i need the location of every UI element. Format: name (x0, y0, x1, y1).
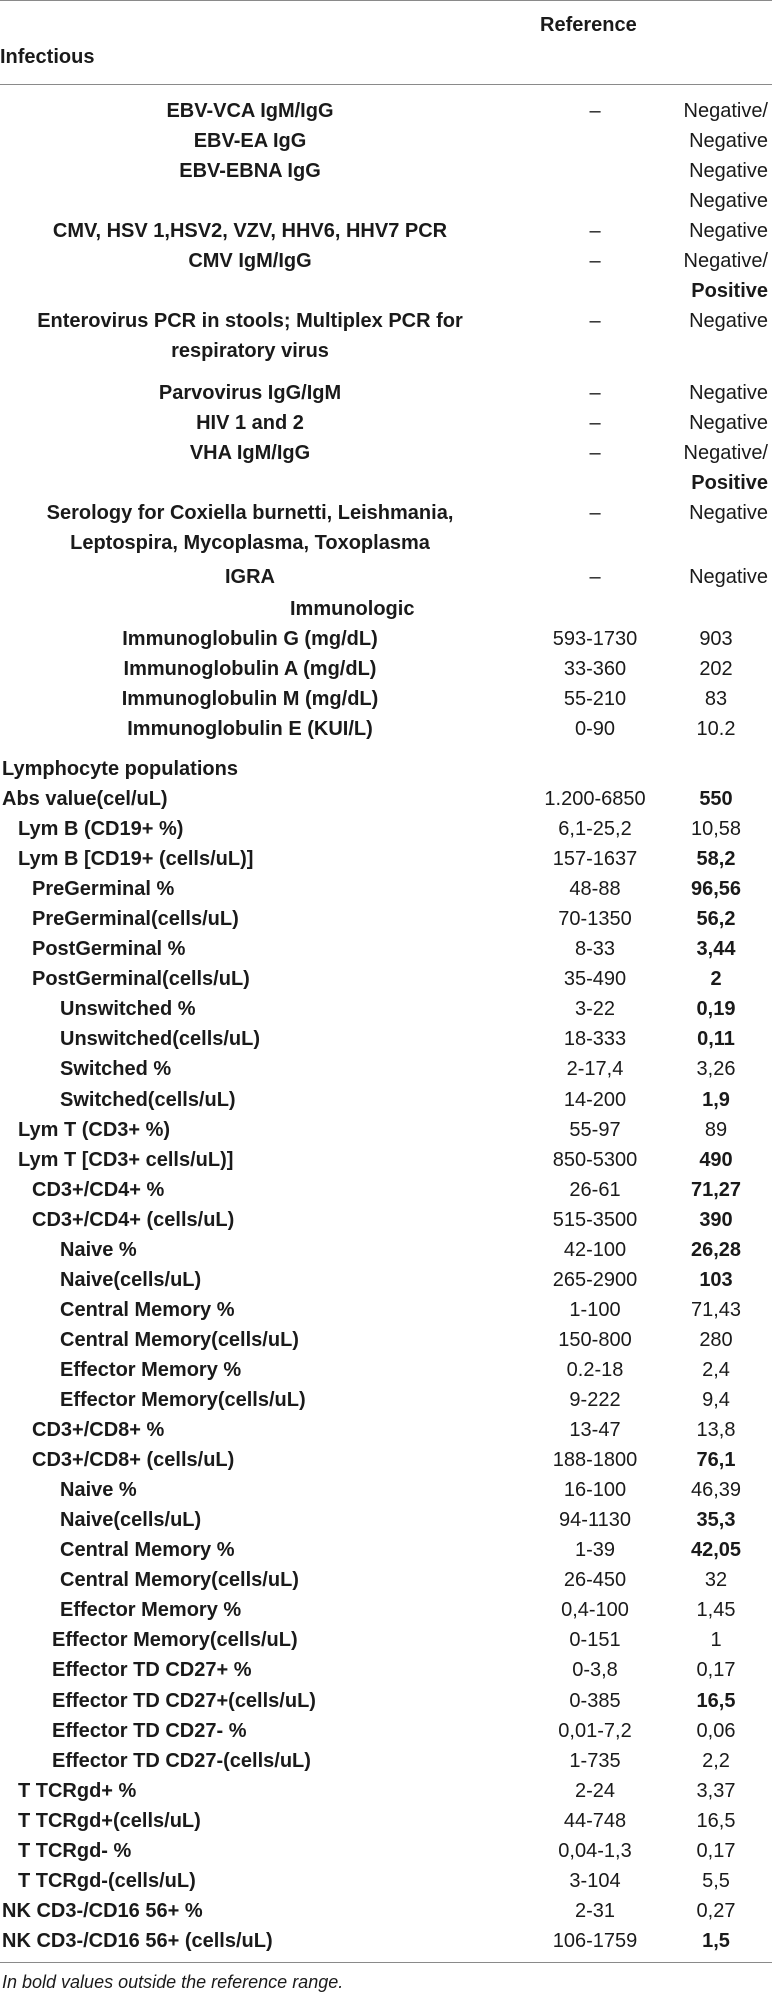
lymphocyte-reference: 188-1800 (552, 1449, 638, 1472)
lymphocyte-value: 58,2 (696, 848, 736, 871)
infectious-label: Serology for Coxiella burnetti, Leishmania, (46, 502, 454, 524)
lymphocyte-label: Effector Memory(cells/uL) (60, 1389, 306, 1411)
lymphocyte-reference: 16-100 (563, 1479, 627, 1502)
lymphocyte-value: 10,58 (690, 818, 742, 841)
lymphocyte-value: 71,27 (690, 1178, 742, 1201)
lymphocyte-reference: 18-333 (563, 1028, 627, 1051)
lymphocyte-label: Effector TD CD27-(cells/uL) (52, 1749, 311, 1772)
lymphocyte-value: 490 (699, 1148, 733, 1171)
lymphocyte-reference: 0,4-100 (561, 1599, 629, 1622)
lymphocyte-label: Effector TD CD27- % (52, 1719, 247, 1742)
infectious-label: Parvovirus IgG/IgM (158, 382, 342, 404)
infectious-reference: – (589, 412, 601, 434)
lymphocyte-value: 46,39 (690, 1479, 742, 1502)
lymphocyte-label: Effector Memory(cells/uL) (52, 1629, 298, 1652)
lymphocyte-value: 2,2 (702, 1749, 730, 1772)
lymphocyte-label: NK CD3-/CD16 56+ % (2, 1899, 203, 1922)
lymphocyte-reference: 150-800 (558, 1328, 632, 1351)
lymphocyte-reference: 2-17,4 (566, 1058, 624, 1081)
immunologic-reference: 33-360 (563, 658, 627, 680)
infectious-value: Negative/ (683, 442, 768, 464)
lymphocyte-reference: 2-31 (574, 1899, 616, 1922)
lymphocyte-label: NK CD3-/CD16 56+ (cells/uL) (2, 1929, 273, 1952)
lymphocyte-reference: 515-3500 (552, 1208, 638, 1231)
lymphocyte-reference: 70-1350 (558, 908, 632, 931)
lymphocyte-value: 32 (704, 1569, 728, 1592)
infectious-label: EBV-VCA IgM/IgG (166, 100, 334, 122)
lymphocyte-value: 13,8 (696, 1419, 736, 1442)
lymphocyte-label: Central Memory(cells/uL) (60, 1328, 299, 1351)
immunologic-label: Immunoglobulin E (KUI/L) (127, 718, 373, 740)
lymphocyte-label: Naive % (60, 1479, 137, 1502)
infectious-label: respiratory virus (171, 340, 329, 362)
lymphocyte-reference: 0-3,8 (572, 1659, 618, 1682)
lymphocyte-reference: 106-1759 (552, 1929, 638, 1952)
infectious-value: Negative (689, 220, 768, 242)
infectious-label: EBV-EBNA IgG (179, 160, 321, 182)
lymphocyte-label: Effector Memory % (60, 1599, 242, 1622)
footnote: In bold values outside the reference range. (2, 1972, 344, 1992)
infectious-value: Negative (689, 566, 768, 588)
lymphocyte-label: Switched(cells/uL) (60, 1088, 236, 1111)
lymphocyte-value: 42,05 (690, 1539, 742, 1562)
lymphocyte-value: 0,17 (696, 1839, 736, 1862)
lymphocyte-value: 280 (699, 1328, 733, 1351)
lymphocyte-reference: 1-39 (574, 1539, 616, 1562)
header-infectious: Infectious (0, 46, 95, 68)
lymphocyte-value: 2 (710, 968, 722, 991)
lymphocyte-reference: 0,01-7,2 (558, 1719, 632, 1742)
infectious-value: Negative (689, 310, 768, 332)
infectious-label: IGRA (225, 566, 275, 588)
lymphocyte-label: Central Memory % (60, 1539, 235, 1562)
lymphocyte-value: 9,4 (702, 1389, 730, 1411)
infectious-reference: – (589, 310, 601, 332)
lymphocyte-value: 56,2 (696, 908, 736, 931)
lymphocyte-label: Naive(cells/uL) (60, 1509, 202, 1532)
infectious-reference: – (589, 382, 601, 404)
lymphocyte-label: Effector TD CD27+(cells/uL) (52, 1689, 316, 1712)
immunologic-label: Immunoglobulin G (mg/dL) (122, 628, 378, 650)
lymphocyte-value: 1,45 (696, 1599, 736, 1622)
immunologic-value: 10.2 (696, 718, 736, 740)
lymphocyte-label: PostGerminal % (32, 938, 186, 961)
lymphocyte-label: Lym B (CD19+ %) (18, 818, 184, 841)
lymphocyte-value: 550 (699, 788, 733, 810)
lymphocyte-label: Unswitched % (60, 998, 196, 1021)
immunologic-value: 903 (699, 628, 733, 650)
lymphocyte-label: Lym B [CD19+ (cells/uL)] (18, 848, 254, 871)
lymphocyte-reference: 48-88 (569, 878, 621, 901)
infectious-reference: – (589, 566, 601, 588)
lymphocyte-reference: 3-22 (574, 998, 616, 1021)
lymphocyte-reference: 6,1-25,2 (558, 818, 632, 841)
lymphocyte-label: Naive % (60, 1238, 137, 1261)
lymphocyte-label: CD3+/CD4+ % (32, 1178, 165, 1201)
lymphocyte-value: 35,3 (696, 1509, 736, 1532)
lymphocyte-reference: 3-104 (569, 1869, 621, 1892)
lymphocyte-label: Effector Memory % (60, 1358, 242, 1381)
lymphocyte-label: T TCRgd+(cells/uL) (18, 1809, 201, 1832)
lymphocyte-value: 3,37 (696, 1779, 736, 1802)
infectious-value: Negative/ (683, 100, 768, 122)
immunologic-value: 202 (699, 658, 733, 680)
lymphocyte-reference: 44-748 (563, 1809, 627, 1832)
infectious-reference: – (589, 220, 601, 242)
infectious-value: Negative (689, 190, 768, 212)
lymphocyte-reference: 265-2900 (552, 1268, 638, 1291)
lymphocyte-value: 96,56 (690, 878, 742, 901)
lymphocyte-label: T TCRgd-(cells/uL) (18, 1869, 196, 1892)
lymphocyte-reference: 35-490 (563, 968, 627, 991)
lymphocyte-value: 89 (704, 1118, 728, 1141)
infectious-value: Negative (689, 382, 768, 404)
lymphocyte-reference: 850-5300 (552, 1148, 638, 1171)
lymphocyte-label: PostGerminal(cells/uL) (32, 968, 250, 991)
lymphocyte-reference: 14-200 (563, 1088, 627, 1111)
lymphocyte-reference: 26-450 (563, 1569, 627, 1592)
lymphocyte-label: Unswitched(cells/uL) (60, 1028, 261, 1051)
lymphocyte-value: 1,5 (702, 1929, 730, 1952)
infectious-value: Positive (691, 472, 768, 494)
lymphocyte-label: PreGerminal(cells/uL) (32, 908, 239, 931)
lymphocyte-label: Effector TD CD27+ % (52, 1659, 252, 1682)
lymphocyte-reference: 1.200-6850 (544, 788, 646, 810)
lymphocyte-reference: 9-222 (569, 1389, 621, 1411)
lymphocyte-value: 0,11 (697, 1028, 735, 1051)
lymphocyte-label: CD3+/CD8+ % (32, 1419, 165, 1442)
lymphocyte-label: CD3+/CD8+ (cells/uL) (32, 1449, 235, 1472)
lymphocyte-value: 2,4 (702, 1358, 730, 1381)
lymphocyte-reference: 42-100 (563, 1238, 627, 1261)
infectious-label: CMV, HSV 1,HSV2, VZV, HHV6, HHV7 PCR (52, 220, 448, 242)
lymphocyte-label: Lym T [CD3+ cells/uL)] (18, 1148, 234, 1171)
lymphocyte-value: 1,9 (702, 1088, 730, 1111)
lymphocyte-label: Central Memory % (60, 1298, 235, 1321)
immunologic-label: Immunoglobulin M (mg/dL) (121, 688, 379, 710)
infectious-label: Leptospira, Mycoplasma, Toxoplasma (70, 532, 430, 554)
lymphocyte-reference: 0-151 (569, 1629, 621, 1652)
infectious-label: EBV-EA IgG (193, 130, 307, 152)
top-rule (0, 0, 772, 1)
infectious-reference: – (589, 502, 601, 524)
lymphocyte-value: 26,28 (690, 1238, 742, 1261)
lymphocyte-reference: 1-735 (569, 1749, 621, 1772)
lymphocyte-label: PreGerminal % (32, 878, 175, 901)
bottom-rule (0, 1962, 772, 1963)
infectious-value: Negative/ (683, 250, 768, 272)
infectious-label: VHA IgM/IgG (189, 442, 311, 464)
lymphocyte-value: 5,5 (702, 1869, 730, 1892)
lymphocyte-reference: 1-100 (569, 1298, 621, 1321)
lymphocyte-reference: 0-385 (569, 1689, 621, 1712)
infectious-reference: – (589, 250, 601, 272)
lymphocyte-label: Central Memory(cells/uL) (60, 1569, 299, 1592)
lymphocyte-value: 103 (699, 1268, 733, 1291)
lymphocyte-value: 76,1 (696, 1449, 736, 1472)
lymphocyte-value: 16,5 (696, 1809, 736, 1832)
infectious-value: Positive (691, 280, 768, 302)
lymphocyte-reference: 0.2-18 (566, 1358, 624, 1381)
lymphocyte-value: 390 (699, 1208, 733, 1231)
lymphocyte-reference: 55-97 (569, 1118, 621, 1141)
lymphocyte-reference: 157-1637 (552, 848, 638, 871)
immunologic-reference: 55-210 (563, 688, 627, 710)
lymphocyte-value: 0,19 (696, 998, 736, 1021)
lymphocyte-label: T TCRgd+ % (18, 1779, 137, 1802)
lymphocyte-reference: 8-33 (574, 938, 616, 961)
lymphocyte-reference: 94-1130 (559, 1509, 631, 1532)
lymphocyte-value: 0,06 (696, 1719, 736, 1742)
infectious-label: CMV IgM/IgG (188, 250, 312, 272)
lymphocyte-value: 71,43 (690, 1298, 742, 1321)
lymphocyte-label: T TCRgd- % (18, 1839, 132, 1862)
lymphocyte-label: Switched % (60, 1058, 172, 1081)
lymphocyte-reference: 26-61 (569, 1178, 621, 1201)
infectious-reference: – (589, 100, 601, 122)
infectious-value: Negative (689, 160, 768, 182)
infectious-value: Negative (689, 130, 768, 152)
infectious-reference: – (589, 442, 601, 464)
immunologic-header: Immunologic (290, 598, 415, 620)
immunologic-reference: 593-1730 (552, 628, 638, 650)
lymphocyte-value: 0,17 (696, 1659, 736, 1682)
lymphocyte-reference: 0,04-1,3 (558, 1839, 632, 1862)
lymphocyte-reference: 13-47 (569, 1419, 621, 1442)
lymphocyte-reference: 2-24 (574, 1779, 616, 1802)
lymphocyte-value: 1 (710, 1629, 722, 1652)
lymphocyte-value: 3,44 (696, 938, 736, 961)
lymphocyte-label: Abs value(cel/uL) (2, 788, 168, 810)
lymphocyte-value: 3,26 (696, 1058, 736, 1081)
lymphocyte-value: 0,27 (696, 1899, 736, 1922)
immunologic-label: Immunoglobulin A (mg/dL) (123, 658, 377, 680)
lymphocyte-label: Lym T (CD3+ %) (18, 1118, 171, 1141)
lymphocyte-label: Naive(cells/uL) (60, 1268, 202, 1291)
infectious-label: HIV 1 and 2 (196, 412, 304, 434)
infectious-label: Enterovirus PCR in stools; Multiplex PCR for (37, 310, 463, 332)
infectious-value: Negative (689, 502, 768, 524)
header-reference: Reference (540, 14, 637, 36)
lymphocyte-value: 16,5 (696, 1689, 736, 1712)
lymphocyte-label: CD3+/CD4+ (cells/uL) (32, 1208, 235, 1231)
immunologic-value: 83 (704, 688, 728, 710)
lymphocyte-header: Lymphocyte populations (2, 758, 238, 780)
infectious-value: Negative (689, 412, 768, 434)
header-rule (0, 84, 772, 85)
immunologic-reference: 0-90 (574, 718, 616, 740)
